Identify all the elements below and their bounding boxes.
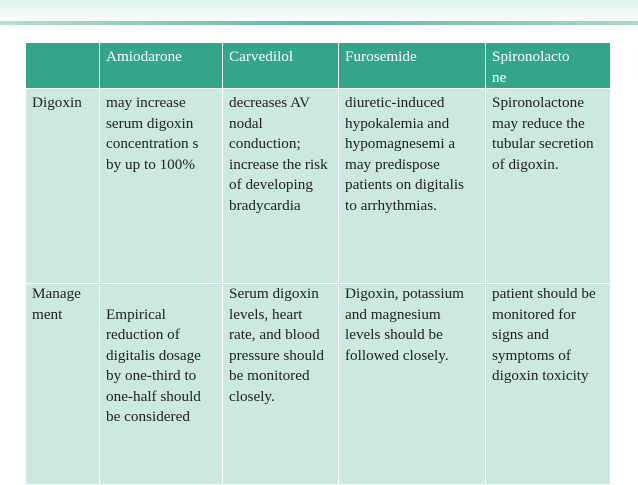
table-row-digoxin: [26, 89, 611, 284]
header-accent-line: [0, 21, 638, 25]
drug-interaction-table: [25, 42, 611, 485]
cell-management-amiodarone: [100, 284, 223, 485]
cell-management-spironolactone: patient should be monitored for signs and symptoms of digoxin toxicity: [486, 284, 611, 485]
spacer: [106, 284, 216, 305]
header-cell-spironolactone: Spironolacto ne: [486, 43, 611, 89]
row-label-management: Manage ment: [26, 284, 100, 485]
table-row-management: [26, 284, 611, 485]
header-cell-furosemide: Furosemide: [339, 43, 486, 89]
cell-management-amiodarone-text: Empirical reduction of digitalis dosage by one-third to one-half should be considered: [106, 305, 201, 425]
cell-management-furosemide: Digoxin, potassium and magnesium levels should be followed closely.: [339, 284, 486, 485]
table-header-row: [26, 43, 611, 89]
header-cell-empty: [26, 43, 100, 89]
cell-digoxin-carvedilol: decreases AV nodal conduction; increase the risk of developing bradycardia: [223, 89, 339, 284]
cell-digoxin-amiodarone: may increase serum digoxin concentration s by up to 100%: [100, 89, 223, 284]
header-cell-amiodarone: Amiodarone: [100, 43, 223, 89]
slide-header-bar: [0, 0, 638, 25]
header-cell-carvedilol: Carvedilol: [223, 43, 339, 89]
cell-digoxin-spironolactone: Spironolactone may reduce the tubular secretion of digoxin.: [486, 89, 611, 284]
row-label-digoxin: Digoxin: [26, 89, 100, 284]
cell-management-carvedilol: Serum digoxin levels, heart rate, and blood pressure should be monitored closely.: [223, 284, 339, 485]
cell-digoxin-furosemide: diuretic-induced hypokalemia and hypomagnesemi a may predispose patients on digitalis to arrhythmias.: [339, 89, 486, 284]
